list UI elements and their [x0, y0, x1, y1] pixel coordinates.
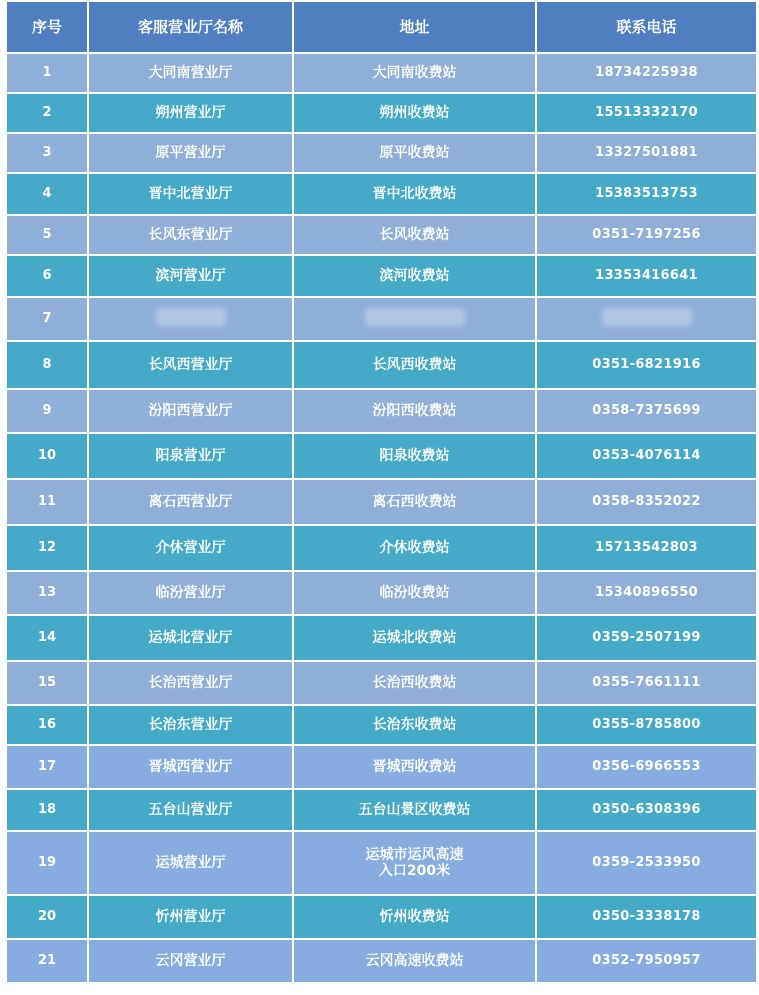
row-index-cell: 11: [6, 479, 88, 525]
table-row: [6, 215, 757, 255]
phone-cell: 15383513753: [536, 173, 757, 215]
hall-name-cell: 长治西营业厅: [88, 661, 293, 705]
address-cell: [293, 895, 536, 939]
header-cell-phone: 联系电话: [536, 1, 757, 53]
address-line: 运城市运风高速: [365, 847, 464, 863]
phone-cell: 0359-2533950: [536, 831, 757, 895]
row-index-cell: 20: [6, 895, 88, 939]
address-line: 五台山景区收费站: [358, 802, 471, 818]
hall-name-cell: 长风东营业厅: [88, 215, 293, 255]
table-row: [6, 661, 757, 705]
hall-name-cell: 晋中北营业厅: [88, 173, 293, 215]
hall-name-cell: 运城营业厅: [88, 831, 293, 895]
address-cell: [293, 389, 536, 433]
address-cell: [293, 661, 536, 705]
table-row: [6, 571, 757, 615]
address-line: 汾阳西收费站: [372, 403, 457, 419]
address-line: 长治东收费站: [372, 717, 457, 733]
hall-name-cell: 阳泉营业厅: [88, 433, 293, 479]
address-cell: [293, 831, 536, 895]
table-row: [6, 133, 757, 173]
hall-name-cell: 长治东营业厅: [88, 705, 293, 745]
address-cell: [293, 297, 536, 341]
row-index-cell: 8: [6, 341, 88, 389]
hall-name-cell: 滨河营业厅: [88, 255, 293, 297]
table-row: [6, 255, 757, 297]
row-index-cell: 1: [6, 53, 88, 93]
address-line: 阳泉收费站: [379, 448, 450, 464]
hall-name-cell: 云冈营业厅: [88, 939, 293, 983]
address-line: 运城北收费站: [372, 630, 457, 646]
phone-cell: 0350-6308396: [536, 789, 757, 831]
table-header-row: [6, 1, 757, 53]
address-cell: [293, 479, 536, 525]
phone-cell: 0353-4076114: [536, 433, 757, 479]
row-index-cell: 4: [6, 173, 88, 215]
hall-name-cell: 介休营业厅: [88, 525, 293, 571]
address-cell: [293, 133, 536, 173]
row-index-cell: 12: [6, 525, 88, 571]
phone-cell: 0351-6821916: [536, 341, 757, 389]
address-line: 长治西收费站: [372, 675, 457, 691]
row-index-cell: 19: [6, 831, 88, 895]
address-cell: [293, 255, 536, 297]
phone-cell: 13353416641: [536, 255, 757, 297]
table-row: [6, 745, 757, 789]
header-cell-name: 客服营业厅名称: [88, 1, 293, 53]
address-line: 晋城西收费站: [372, 759, 457, 775]
header-cell-index: 序号: [6, 1, 88, 53]
hall-name-cell: 朔州营业厅: [88, 93, 293, 133]
table-row: [6, 939, 757, 983]
hall-name-cell: 汾阳西营业厅: [88, 389, 293, 433]
address-line: 长风收费站: [379, 227, 450, 243]
table-row: [6, 479, 757, 525]
table-row: [6, 615, 757, 661]
address-cell: [293, 215, 536, 255]
address-line: 长风西收费站: [372, 357, 457, 373]
hall-name-cell: 临汾营业厅: [88, 571, 293, 615]
redacted-blur: [602, 308, 692, 326]
row-index-cell: 3: [6, 133, 88, 173]
phone-cell: 0355-7661111: [536, 661, 757, 705]
table-row: [6, 389, 757, 433]
phone-cell: 0351-7197256: [536, 215, 757, 255]
row-index-cell: 7: [6, 297, 88, 341]
hall-name-cell: 五台山营业厅: [88, 789, 293, 831]
phone-cell: 0358-8352022: [536, 479, 757, 525]
hall-name-cell: 忻州营业厅: [88, 895, 293, 939]
address-line: 临汾收费站: [379, 585, 450, 601]
phone-cell: 0356-6966553: [536, 745, 757, 789]
table-row: [6, 789, 757, 831]
table-row: [6, 297, 757, 341]
table-body: [6, 53, 757, 983]
address-cell: [293, 173, 536, 215]
phone-cell: 15340896550: [536, 571, 757, 615]
address-cell: [293, 789, 536, 831]
phone-cell: 18734225938: [536, 53, 757, 93]
hall-name-cell: 长风西营业厅: [88, 341, 293, 389]
hall-name-cell: 原平营业厅: [88, 133, 293, 173]
address-cell: [293, 433, 536, 479]
phone-cell: 0350-3338178: [536, 895, 757, 939]
address-line: 朔州收费站: [379, 105, 450, 121]
table-row: [6, 53, 757, 93]
table-row: [6, 525, 757, 571]
hall-name-cell: 离石西营业厅: [88, 479, 293, 525]
address-line: 原平收费站: [379, 145, 450, 161]
address-cell: [293, 341, 536, 389]
row-index-cell: 9: [6, 389, 88, 433]
address-line: 离石西收费站: [372, 494, 457, 510]
row-index-cell: 16: [6, 705, 88, 745]
address-cell: [293, 939, 536, 983]
phone-cell: 0358-7375699: [536, 389, 757, 433]
address-line: 介休收费站: [379, 540, 450, 556]
table-row: [6, 895, 757, 939]
table-row: [6, 705, 757, 745]
address-line: 滨河收费站: [379, 268, 450, 284]
address-line: 云冈高速收费站: [365, 953, 464, 969]
phone-cell: 0352-7950957: [536, 939, 757, 983]
row-index-cell: 21: [6, 939, 88, 983]
row-index-cell: 18: [6, 789, 88, 831]
phone-cell: 13327501881: [536, 133, 757, 173]
row-index-cell: 10: [6, 433, 88, 479]
table-row: [6, 433, 757, 479]
address-line: 忻州收费站: [379, 909, 450, 925]
row-index-cell: 17: [6, 745, 88, 789]
address-cell: [293, 705, 536, 745]
address-cell: [293, 525, 536, 571]
service-hall-table: [5, 0, 758, 984]
address-cell: [293, 571, 536, 615]
header-cell-address: 地址: [293, 1, 536, 53]
address-cell: [293, 93, 536, 133]
row-index-cell: 13: [6, 571, 88, 615]
phone-cell: 0355-8785800: [536, 705, 757, 745]
redacted-blur: [156, 308, 226, 326]
row-index-cell: 15: [6, 661, 88, 705]
table-row: [6, 341, 757, 389]
redacted-blur: [365, 308, 465, 326]
row-index-cell: 2: [6, 93, 88, 133]
phone-cell: 15513332170: [536, 93, 757, 133]
address-line: 晋中北收费站: [372, 186, 457, 202]
phone-cell: [536, 297, 757, 341]
row-index-cell: 6: [6, 255, 88, 297]
service-hall-table-container: [5, 0, 756, 984]
address-cell: [293, 745, 536, 789]
hall-name-cell: 大同南营业厅: [88, 53, 293, 93]
address-line: 入口200米: [378, 863, 451, 879]
hall-name-cell: 晋城西营业厅: [88, 745, 293, 789]
address-cell: [293, 53, 536, 93]
table-row: [6, 173, 757, 215]
row-index-cell: 14: [6, 615, 88, 661]
table-row: [6, 831, 757, 895]
phone-cell: 0359-2507199: [536, 615, 757, 661]
row-index-cell: 5: [6, 215, 88, 255]
address-cell: [293, 615, 536, 661]
phone-cell: 15713542803: [536, 525, 757, 571]
hall-name-cell: [88, 297, 293, 341]
table-row: [6, 93, 757, 133]
hall-name-cell: 运城北营业厅: [88, 615, 293, 661]
address-line: 大同南收费站: [372, 65, 457, 81]
